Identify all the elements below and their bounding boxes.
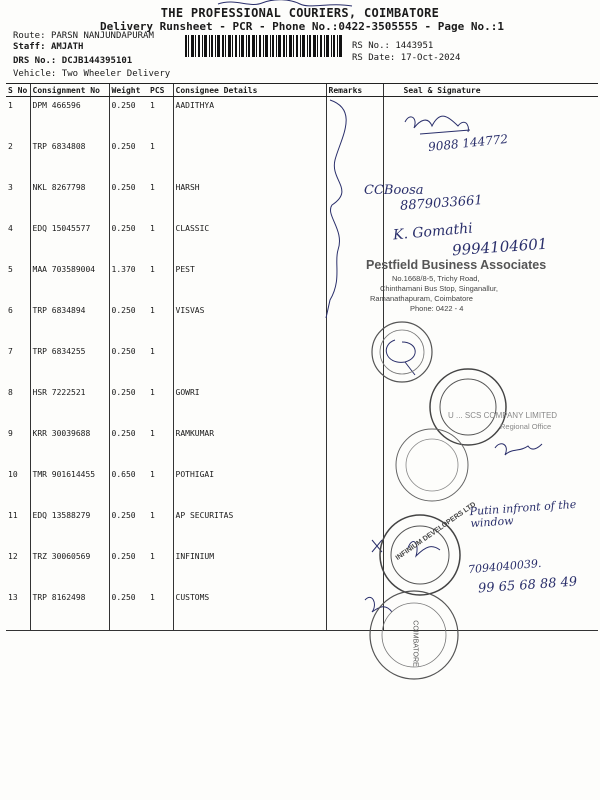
cell-remarks <box>326 425 383 466</box>
delivery-table <box>6 83 598 631</box>
cell-pcs: 1 <box>150 224 155 233</box>
col-sno: S No <box>6 84 30 97</box>
cell-consignment: TMR 901614455 <box>30 466 109 507</box>
table-row <box>6 138 598 179</box>
cell-pcs: 1 <box>150 183 155 192</box>
cell-consignee: AP SECURITAS <box>173 507 326 548</box>
stamp-ramkumar-line2: Regional Office <box>500 422 552 431</box>
cell-consignee <box>173 343 326 384</box>
signature-11-note: Putin infront of the window <box>469 497 577 531</box>
cell-pcs: 1 <box>150 429 155 438</box>
rs-no-value: 1443951 <box>395 41 434 51</box>
cell-sno: 1 <box>8 101 13 110</box>
cell-weight: 0.250 <box>109 302 148 343</box>
route-line <box>13 31 154 41</box>
barcode-image <box>185 35 343 57</box>
cell-sno: 3 <box>8 183 13 192</box>
cell-remarks <box>326 302 383 343</box>
table-row <box>6 343 598 384</box>
stamp-pest-line4: Ramanathapuram, Coimbatore <box>370 294 473 303</box>
cell-weight: 0.250 <box>109 343 148 384</box>
cell-sno: 13 <box>6 589 30 631</box>
cell-weight: 0.250 <box>109 97 148 139</box>
cell-consignee: CLASSIC <box>173 220 326 261</box>
stamp-pest-line5: Phone: 0422 - 4 <box>410 304 464 313</box>
table-header-row <box>6 84 598 97</box>
staff-label: Staff: <box>13 42 46 52</box>
cell-consignment: MAA 703589004 <box>30 261 109 302</box>
rs-date-line <box>352 53 460 63</box>
table-row <box>6 425 598 466</box>
col-pcs: PCS <box>148 84 173 97</box>
col-consignee: Consignee Details <box>173 84 326 97</box>
col-weight: Weight <box>109 84 148 97</box>
cell-consignee: VISVAS <box>173 302 326 343</box>
table-row <box>6 97 598 139</box>
stamp-pest-line3: Chinthamani Bus Stop, Singanallur, <box>380 284 498 293</box>
col-remarks: Remarks <box>326 84 383 97</box>
signature-13-phone: 99 65 68 88 49 <box>477 574 578 597</box>
cell-consignment: TRP 8162498 <box>30 589 109 631</box>
cell-consignment: EDQ 13588279 <box>30 507 109 548</box>
cell-pcs: 1 <box>148 589 173 631</box>
signature-3-name: CCBoosa <box>364 183 424 198</box>
cell-consignment: TRP 6834808 <box>30 138 109 179</box>
signature-4-name: K. Gomathi <box>392 220 474 244</box>
cell-weight: 0.250 <box>109 179 148 220</box>
cell-sno: 12 <box>8 552 18 561</box>
cell-consignee: HARSH <box>173 179 326 220</box>
route-label: Route: <box>13 31 46 41</box>
stamp-pest-name: Pestfield Business Associates <box>366 258 547 272</box>
vehicle-line <box>13 69 170 79</box>
drs-value: DCJB144395101 <box>61 56 133 66</box>
cell-pcs: 1 <box>150 142 155 151</box>
cell-pcs: 1 <box>150 306 155 315</box>
cell-seal <box>383 425 598 466</box>
cell-remarks <box>326 384 383 425</box>
stamp-infinium-text: INFINIUM DEVELOPERS LTD <box>394 501 478 562</box>
signature-4-phone: 9994104601 <box>451 234 548 260</box>
table-row <box>6 179 598 220</box>
cell-remarks <box>326 507 383 548</box>
cell-sno: 4 <box>8 224 13 233</box>
cell-weight: 0.250 <box>109 425 148 466</box>
signature-1-phone: 9088 144772 <box>427 131 509 155</box>
signature-3-phone: 8879033661 <box>399 193 484 214</box>
cell-consignment: HSR 7222521 <box>30 384 109 425</box>
cell-consignment: TRP 6834894 <box>30 302 109 343</box>
cell-seal <box>383 97 598 139</box>
cell-consignment: KRR 30039688 <box>30 425 109 466</box>
cell-consignee: POTHIGAI <box>173 466 326 507</box>
cell-consignment: TRZ 30060569 <box>30 548 109 589</box>
staff-value: AMJATH <box>50 42 84 52</box>
cell-consignee: PEST <box>173 261 326 302</box>
cell-remarks <box>326 138 383 179</box>
table-row <box>6 302 598 343</box>
cell-weight: 1.370 <box>109 261 148 302</box>
cell-pcs: 1 <box>150 265 155 274</box>
cell-pcs: 1 <box>150 511 155 520</box>
vehicle-label: Vehicle: <box>13 69 57 79</box>
rs-no-line <box>352 41 433 51</box>
cell-consignee: RAMKUMAR <box>173 425 326 466</box>
drs-label: DRS No.: <box>13 56 57 66</box>
drs-line <box>13 56 132 66</box>
cell-consignee <box>173 138 326 179</box>
cell-weight: 0.250 <box>109 384 148 425</box>
table-row <box>6 466 598 507</box>
staff-line <box>13 42 83 52</box>
cell-remarks <box>326 343 383 384</box>
cell-pcs: 1 <box>150 347 155 356</box>
rs-date-label: RS Date: <box>352 53 396 63</box>
cell-sno: 9 <box>8 429 13 438</box>
cell-remarks <box>326 97 383 139</box>
cell-pcs: 1 <box>150 101 155 110</box>
cell-remarks <box>326 220 383 261</box>
cell-remarks <box>326 548 383 589</box>
col-consignment: Consignment No <box>30 84 109 97</box>
cell-consignment: EDQ 15045577 <box>30 220 109 261</box>
cell-weight: 0.650 <box>109 466 148 507</box>
cell-consignment: NKL 8267798 <box>30 179 109 220</box>
cell-consignee: GOWRI <box>173 384 326 425</box>
cell-sno: 11 <box>8 511 18 520</box>
signature-12-phone: 7094040039. <box>467 556 542 577</box>
cell-pcs: 1 <box>150 388 155 397</box>
cell-sno: 10 <box>8 470 18 479</box>
rs-no-label: RS No.: <box>352 41 390 51</box>
cell-weight: 0.250 <box>109 138 148 179</box>
cell-sno: 7 <box>8 347 13 356</box>
cell-weight: 0.250 <box>109 220 148 261</box>
cell-weight: 0.250 <box>109 548 148 589</box>
cell-remarks <box>326 589 383 631</box>
cell-sno: 8 <box>8 388 13 397</box>
company-title: THE PROFESSIONAL COURIERS, COIMBATORE <box>160 6 440 20</box>
cell-consignment: DPM 466596 <box>30 97 109 139</box>
cell-weight: 0.250 <box>109 589 148 631</box>
cell-seal <box>383 343 598 384</box>
stamp-customs-text: COIMBATORE <box>411 620 419 667</box>
cell-consignee: CUSTOMS <box>173 589 326 631</box>
cell-consignment: TRP 6834255 <box>30 343 109 384</box>
cell-consignee: INFINIUM <box>173 548 326 589</box>
runsheet-title: Delivery Runsheet - PCR - Phone No.:0422-3505555 - Page No.:1 <box>100 20 504 33</box>
cell-weight: 0.250 <box>109 507 148 548</box>
route-value: PARSN NANJUNDAPURAM <box>50 31 154 41</box>
stamp-ramkumar-line1: U ... SCS COMPANY LIMITED <box>448 411 558 420</box>
rs-date-value: 17-Oct-2024 <box>400 53 461 63</box>
col-seal: Seal & Signature <box>383 84 598 97</box>
vehicle-value: Two Wheeler Delivery <box>61 69 171 79</box>
cell-pcs: 1 <box>150 552 155 561</box>
cell-remarks <box>326 466 383 507</box>
cell-sno: 5 <box>8 265 13 274</box>
cell-sno: 2 <box>8 142 13 151</box>
table-row <box>6 589 598 631</box>
cell-pcs: 1 <box>150 470 155 479</box>
stamp-pest-line2: No.1668/8-5, Trichy Road, <box>392 274 480 283</box>
cell-consignee: AADITHYA <box>173 97 326 139</box>
cell-sno: 6 <box>8 306 13 315</box>
